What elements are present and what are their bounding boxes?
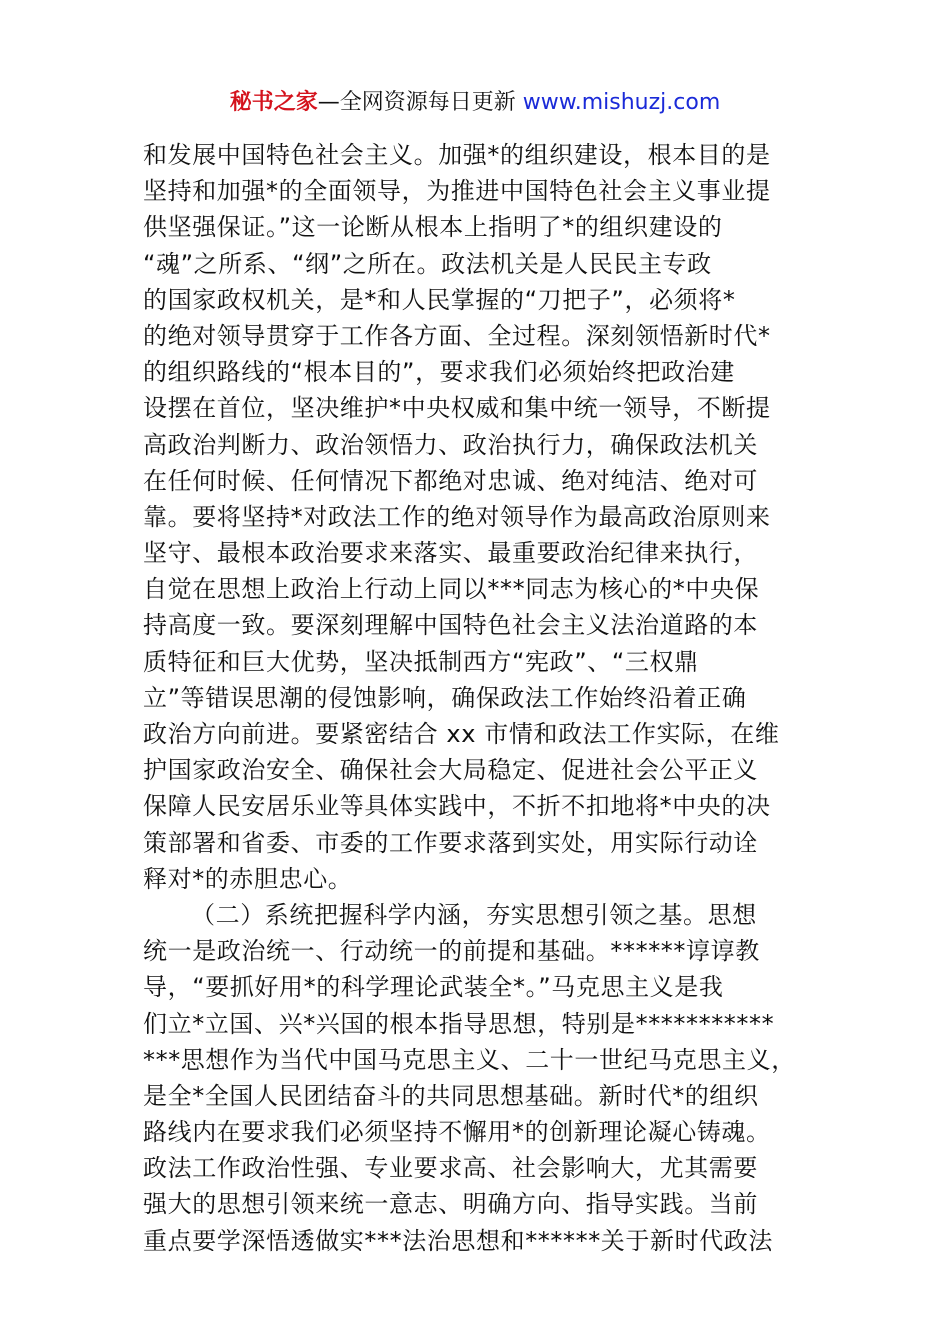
text-line: 路线内在要求我们必须坚持不懈用*的创新理论凝心铸魂。 [143, 1118, 771, 1147]
text-line: 重点要学深悟透做实***法治思想和******关于新时代政法 [143, 1226, 773, 1255]
text-line: 导，“要抓好用*的科学理论武装全*。”马克思主义是我 [143, 973, 724, 1002]
text-line: 护国家政治安全、确保社会大局稳定、促进社会公平正义 [143, 756, 758, 785]
text-line: “魂”之所系、“纲”之所在。政法机关是人民民主专政 [143, 249, 712, 278]
text-line: 的国家政权机关，是*和人民掌握的“刀把子”，必须将* [143, 285, 736, 314]
text-line: 靠。要将坚持*对政法工作的绝对领导作为最高政治原则来 [143, 502, 771, 531]
text-line: 立”等错误思潮的侵蚀影响，确保政法工作始终沿着正确 [143, 683, 747, 712]
text-line: 是全*全国人民团结奋斗的共同思想基础。新时代*的组织 [143, 1081, 759, 1110]
text-line: ***思想作为当代中国马克思主义、二十一世纪马克思主义， [143, 1045, 796, 1074]
text-line: 坚持和加强*的全面领导，为推进中国特色社会主义事业提 [143, 177, 771, 206]
text-line: 的组织路线的“根本目的”，要求我们必须始终把政治建 [143, 358, 735, 387]
text-line: 设摆在首位，坚决维护*中央权威和集中统一领导，不断提 [143, 394, 771, 423]
site-header [0, 88, 950, 118]
text-line: 持高度一致。要深刻理解中国特色社会主义法治道路的本 [143, 611, 758, 640]
document-body [143, 137, 823, 1259]
text-line: 们立*立国、兴*兴国的根本指导思想，特别是*********** [143, 1009, 775, 1038]
site-brand: 秘书之家 [229, 90, 318, 115]
text-line: 坚守、最根本政治要求来落实、最重要政治纪律来执行， [143, 539, 758, 568]
text-line: 策部署和省委、市委的工作要求落到实处，用实际行动诠 [143, 828, 758, 857]
text-line: 在任何时候、任何情况下都绝对忠诚、绝对纯洁、绝对可 [143, 466, 758, 495]
text-line: 释对*的赤胆忠心。 [143, 864, 353, 893]
text-line: 质特征和巨大优势，坚决抵制西方“宪政”、“三权鼎 [143, 647, 699, 676]
text-line: 供坚强保证。”这一论断从根本上指明了*的组织建设的 [143, 213, 723, 242]
text-line: 的绝对领导贯穿于工作各方面、全过程。深刻领悟新时代* [143, 321, 771, 350]
text-line: 政法工作政治性强、专业要求高、社会影响大，尤其需要 [143, 1154, 758, 1183]
text-line: 高政治判断力、政治领悟力、政治执行力，确保政法机关 [143, 430, 758, 459]
text-line: 统一是政治统一、行动统一的前提和基础。******谆谆教 [143, 937, 760, 966]
text-line: 政治方向前进。要紧密结合 xx 市情和政法工作实际，在维 [143, 720, 780, 748]
site-url-link[interactable]: www.mishuzj.com [522, 90, 721, 115]
site-tagline: —全网资源每日更新 [317, 90, 523, 115]
text-line: 保障人民安居乐业等具体实践中，不折不扣地将*中央的决 [143, 792, 771, 821]
text-line: 和发展中国特色社会主义。加强*的组织建设，根本目的是 [143, 141, 771, 169]
section-heading-line: （二）系统把握科学内涵，夯实思想引领之基。思想 [191, 900, 757, 929]
text-line: 强大的思想引领来统一意志、明确方向、指导实践。当前 [143, 1190, 758, 1219]
text-line: 自觉在思想上政治上行动上同以***同志为核心的*中央保 [143, 575, 760, 604]
